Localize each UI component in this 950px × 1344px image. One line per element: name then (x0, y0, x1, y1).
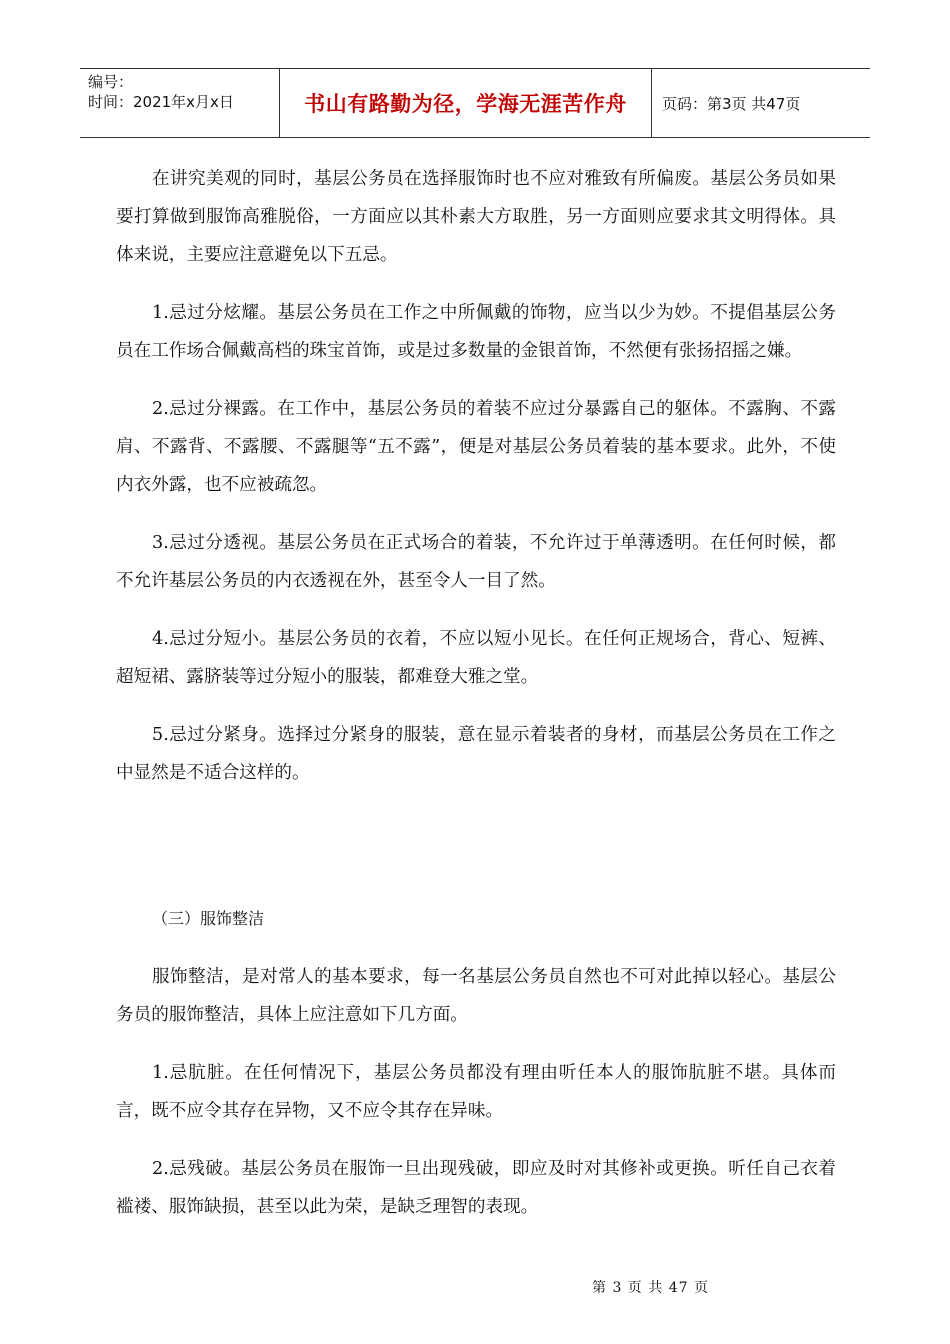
section-heading: （三）服饰整洁 (152, 909, 265, 928)
document-date: 时间：2021年x月x日 (88, 93, 234, 111)
paragraph: 5.忌过分紧身。选择过分紧身的服装，意在显示着装者的身材，而基层公务员在工作之中显然是不适合这样的。 (116, 725, 836, 783)
body-text-bottom (116, 958, 836, 1246)
paragraph: 1.忌肮脏。在任何情况下，基层公务员都没有理由听任本人的服饰肮脏不堪。具体而言，既不应令其存在异物，又不应令其存在异味。 (116, 1063, 836, 1121)
paragraph: 1.忌过分炫耀。基层公务员在工作之中所佩戴的饰物，应当以少为妙。不提倡基层公务员在工作场合佩戴高档的珠宝首饰，或是过多数量的金银首饰，不然便有张扬招摇之嫌。 (116, 303, 836, 361)
page-footer: 第 3 页 共 47 页 (592, 1280, 709, 1296)
header-motto-cell (280, 69, 652, 137)
page-header (80, 68, 870, 138)
paragraph: 4.忌过分短小。基层公务员的衣着，不应以短小见长。在任何正规场合，背心、短裤、超短裙、露脐装等过分短小的服装，都难登大雅之堂。 (116, 629, 836, 687)
body-text-top (116, 160, 836, 812)
paragraph: 在讲究美观的同时，基层公务员在选择服饰时也不应对雅致有所偏废。基层公务员如果要打算做到服饰高雅脱俗，一方面应以其朴素大方取胜，另一方面则应要求其文明得体。具体来说，主要应注意避免以下五忌。 (116, 169, 836, 265)
header-page-code: 页码：第3页 共47页 (662, 94, 801, 113)
paragraph: 服饰整洁，是对常人的基本要求，每一名基层公务员自然也不可对此掉以轻心。基层公务员的服饰整洁，具体上应注意如下几方面。 (116, 967, 836, 1025)
header-page-cell (652, 69, 870, 137)
header-motto: 书山有路勤为径，学海无涯苦作舟 (304, 92, 627, 116)
paragraph: 2.忌残破。基层公务员在服饰一旦出现残破，即应及时对其修补或更换。听任自己衣着褴褛、服饰缺损，甚至以此为荣，是缺乏理智的表现。 (116, 1159, 836, 1217)
paragraph: 3.忌过分透视。基层公务员在正式场合的着装，不允许过于单薄透明。在任何时候，都不允许基层公务员的内衣透视在外，甚至令人一目了然。 (116, 533, 836, 591)
paragraph: 2.忌过分裸露。在工作中，基层公务员的着装不应过分暴露自己的躯体。不露胸、不露肩、不露背、不露腰、不露腿等“五不露”，便是对基层公务员着装的基本要求。此外，不使内衣外露，也不应被疏忽。 (116, 399, 836, 495)
document-number-label: 编号： (88, 73, 134, 91)
header-meta (80, 69, 280, 137)
